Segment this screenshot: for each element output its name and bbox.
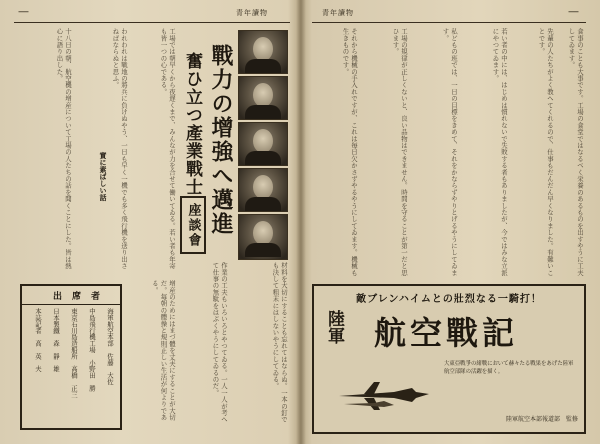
- left-header-rule: [14, 22, 290, 23]
- attendee-4: 日本製鐵 森 靜 雄: [52, 308, 60, 372]
- article-title: 戰力の增強へ邁進: [208, 44, 234, 236]
- right-page-header: 青年讀物: [322, 9, 354, 17]
- right-body-col-6: 食事のことも大事です。工場の食堂ではなるべく栄養のあるものを出すやうに工夫してゐます。: [567, 28, 584, 276]
- left-body-col-1: 十八日の朝、航空機の增産について工場の人たちの話を聞くことにした。皆は熱心に語り出した。: [55, 28, 72, 270]
- portrait-photo-3: [238, 122, 288, 166]
- right-body-col-3: 私どもの班では、一日の目標をきめて、それをかならずやりとげるやうにしてゐます。: [441, 28, 458, 276]
- book-gutter: [296, 0, 306, 444]
- attendee-3: 東京石川島造船所 高橋 正三: [70, 308, 78, 398]
- attendance-box: [20, 284, 122, 430]
- fighter-plane-illustration: [334, 376, 434, 416]
- ad-label: 陸軍: [324, 310, 344, 344]
- left-page-header: 青年讀物: [236, 9, 268, 17]
- attendee-2: 中島飛行機工場 小野田 勝: [88, 308, 96, 392]
- portrait-photo-2: [238, 76, 288, 120]
- zadankai-label: 座談會: [180, 196, 206, 254]
- right-page-number: —: [568, 5, 579, 18]
- ad-footer: 陸軍航空本部報道部 監修: [505, 416, 578, 423]
- attendance-title: 出席者: [52, 292, 110, 302]
- right-body-col-5: 先輩の人たちがよく教へてくれるので、仕事もだんだん早くなりました。有難いことです。: [537, 28, 554, 276]
- right-body-col-4: 若い者の中には、はじめは慣れないで失敗する者もありましたが、今ではみな立派にやつてゐます。: [491, 28, 508, 276]
- article-subtitle: 奮ひ立つ產業戰士: [182, 52, 202, 196]
- left-body-col-3: 工場では朝早くから夜遅くまで、みんなが力を合せて働いてゐる。若い者も年寄も皆一つの心である。: [159, 28, 176, 270]
- left-body-col-2: われわれは戰地の將兵に負けぬやう、一日も早く一機でも多く飛行機を送り出さねばならぬと思ふ。: [111, 28, 128, 270]
- ad-description: 大東亞戰爭の緒戰において赫々たる戰果をあげた陸軍航空部隊の活躍を描く。: [444, 361, 574, 375]
- portrait-photo-5: [238, 214, 288, 260]
- ad-title: 航空戰記: [374, 314, 519, 352]
- air-battle-ad: [312, 284, 586, 434]
- right-body-col-2: 工場の規律が正しくないと、良い品物はできません。時間を守ることが第一だと思ひます。: [391, 28, 408, 276]
- left-page-number: —: [18, 5, 29, 18]
- attendee-1: 海軍航空本部 佐藤 大佐: [106, 308, 114, 385]
- attendance-header: [22, 286, 120, 305]
- portrait-photo-1: [238, 30, 288, 74]
- left-body-col-4: 增産のためにはまづ體を丈夫にすることが大切だ。毎朝の體操と規則正しい生活が何よりである。: [150, 280, 176, 421]
- right-body-col-1: それから機械の手入れですが、これは毎日欠かさずやるやうにしてゐます。機械も生きものです。: [341, 28, 358, 276]
- left-body-col-6: 材料を大切にすることも忘れてはならぬ。一本の釘でも決して粗末にはしないやうにしてゐる。: [271, 262, 288, 423]
- ad-tagline: 敵ブレンハイムとの壯烈なる一騎打！: [356, 294, 542, 305]
- right-header-rule: [312, 22, 586, 23]
- left-body-col-5: 作業の工夫もいろいろとやつてゐる。一人一人が考へて仕事の無駄をはぶくやうにしてゐるのだ。: [211, 262, 228, 423]
- left-subhead: 實に素ばしい話: [99, 152, 108, 201]
- portrait-photo-4: [238, 168, 288, 212]
- attendee-5: 本誌記者 高 英 夫: [34, 308, 42, 372]
